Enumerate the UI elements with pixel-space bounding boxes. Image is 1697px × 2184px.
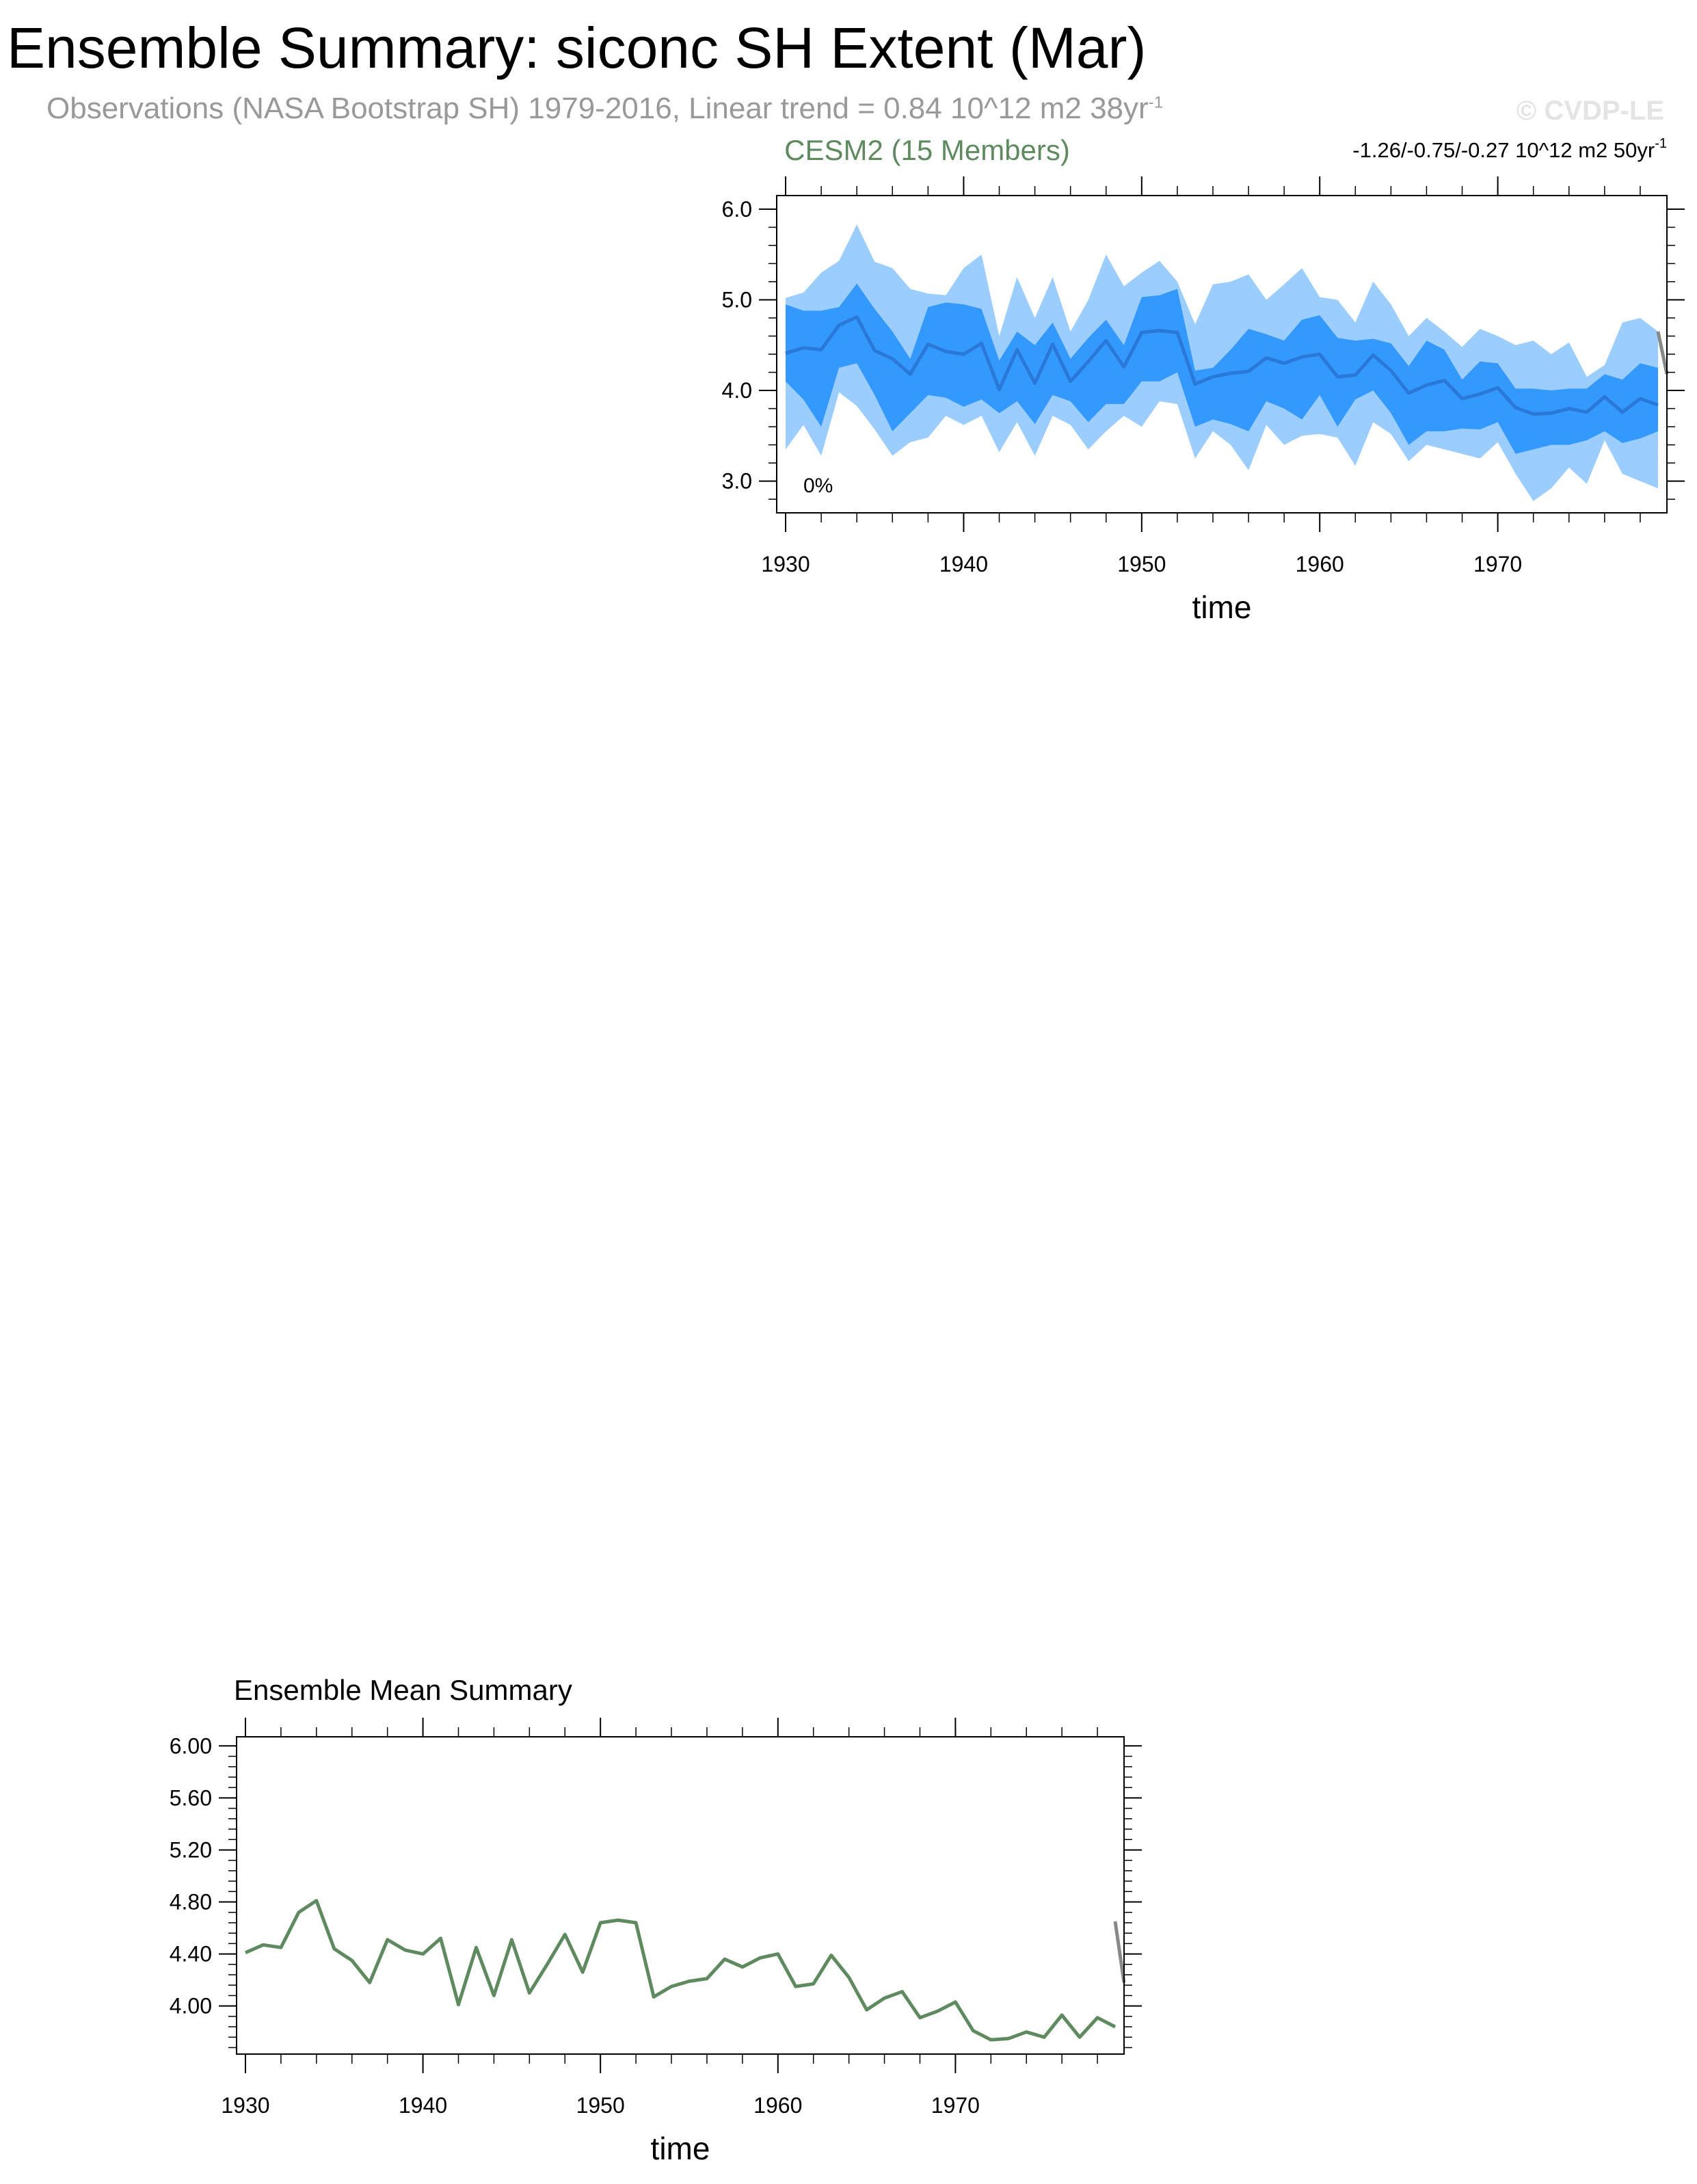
x-tick-label: 1930	[761, 552, 810, 576]
y-tick-label: 4.00	[169, 1993, 212, 2019]
x-tick-label: 1950	[576, 2093, 625, 2118]
subtitle-exponent: -1	[1148, 93, 1164, 112]
ensemble-mean-panel	[170, 1674, 1142, 2166]
y-tick-label: 3.0	[721, 468, 752, 494]
y-tick-label: 4.80	[169, 1889, 212, 1915]
subtitle-text: Observations (NASA Bootstrap SH) 1979-2016, Linear trend = 0.84 10^12 m2 38yr	[46, 92, 1149, 125]
copyright-watermark: © CVDP-LE	[1516, 96, 1664, 126]
x-tick-label: 1940	[398, 2093, 448, 2118]
trend-label-text: -1.26/-0.75/-0.27 10^12 m2 50yr	[1352, 138, 1655, 162]
x-tick-label: 1960	[1295, 552, 1344, 576]
trend-label-exponent: -1	[1655, 136, 1667, 151]
percent-annotation: 0%	[803, 475, 833, 497]
plot-area	[786, 224, 1667, 501]
x-axis-label: time	[650, 2131, 710, 2166]
y-tick-label: 5.60	[169, 1785, 212, 1811]
x-tick-label: 1970	[931, 2093, 980, 2118]
y-tick-label: 6.00	[169, 1733, 212, 1759]
observation-trend-segment	[1115, 1921, 1124, 1982]
y-tick-label: 5.0	[721, 287, 752, 312]
plot-frame	[237, 1737, 1124, 2054]
x-tick-label: 1960	[753, 2093, 803, 2118]
y-tick-label: 6.0	[721, 196, 752, 222]
x-tick-label: 1950	[1117, 552, 1166, 576]
x-axis-label: time	[1192, 589, 1252, 625]
observation-trend-segment	[1658, 332, 1667, 374]
x-tick-label: 1930	[221, 2093, 270, 2118]
panel-title: Ensemble Mean Summary	[234, 1674, 572, 1706]
x-tick-label: 1970	[1473, 552, 1523, 576]
cesm2-panel	[722, 134, 1685, 625]
trend-label	[1352, 136, 1667, 162]
axes	[170, 1718, 1142, 2118]
y-tick-label: 4.0	[721, 378, 752, 403]
panel-title: CESM2 (15 Members)	[784, 134, 1070, 166]
y-tick-label: 5.20	[169, 1837, 212, 1863]
y-tick-label: 4.40	[169, 1941, 212, 1967]
x-tick-label: 1940	[939, 552, 989, 576]
page-title: Ensemble Summary: siconc SH Extent (Mar)	[7, 16, 1147, 80]
series-line	[245, 1901, 1115, 2040]
plot-area	[245, 1901, 1124, 2040]
